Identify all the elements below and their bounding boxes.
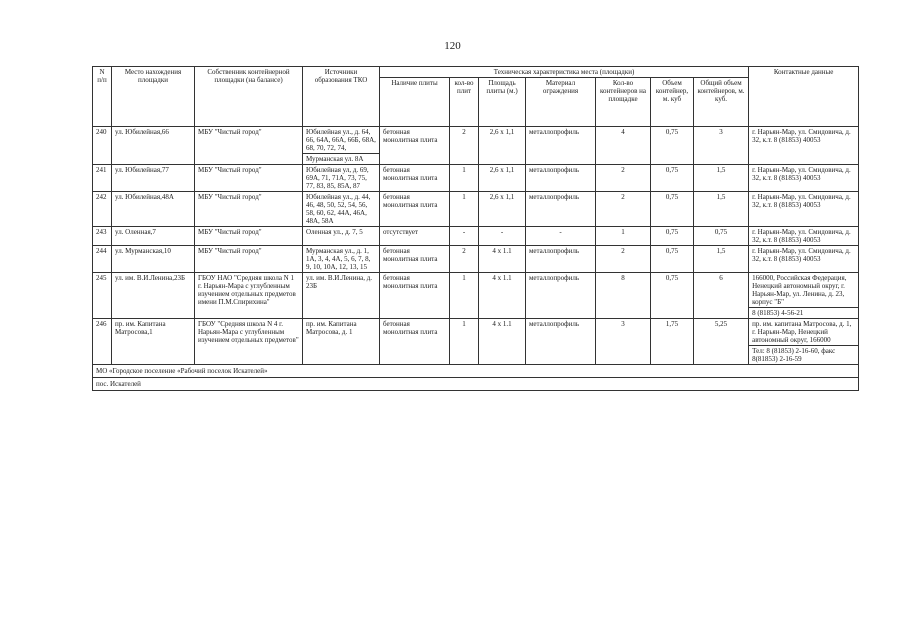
cell-slab-area: 2,6 х 1,1 (479, 192, 526, 227)
cell-total-volume: 1,5 (694, 192, 749, 227)
cell-cont-volume: 0,75 (651, 127, 694, 165)
cell-slab-count: - (450, 227, 479, 246)
cell-fence: металлопрофиль (526, 165, 596, 192)
cell-place: пр. им. Капитана Матросова,1 (112, 319, 195, 365)
cell-contacts: г. Нарьян-Мар, ул. Смидовича, д. 32, к.т. 8 (81853) 40053 (749, 192, 859, 227)
header-cont-volume: Объем контейнер, м. куб (651, 78, 694, 127)
cell-slab-area: 4 х 1.1 (479, 273, 526, 319)
cell-contacts: г. Нарьян-Мар, ул. Смидовича, д. 32, к.т. 8 (81853) 40053 (749, 246, 859, 273)
cell-cont-count: 2 (596, 246, 651, 273)
cell-cont-volume: 0,75 (651, 273, 694, 319)
cell-cont-volume: 0,75 (651, 192, 694, 227)
header-owner: Собственник контейнерной площадки (на балансе) (195, 67, 303, 127)
cell-cont-volume: 0,75 (651, 227, 694, 246)
section-settlement: пос. Искателей (93, 378, 859, 391)
table-row (93, 227, 859, 246)
cell-place: ул. Юбилейная,77 (112, 165, 195, 192)
header-num: N п/п (93, 67, 112, 127)
cell-slab: бетонная монолитная плита (380, 273, 450, 319)
cell-place: ул. Оленная,7 (112, 227, 195, 246)
container-sites-table (92, 66, 859, 391)
cell-num: 241 (93, 165, 112, 192)
cell-num: 242 (93, 192, 112, 227)
cell-place: ул. Юбилейная,66 (112, 127, 195, 165)
cell-slab-area: - (479, 227, 526, 246)
cell-owner: МБУ "Чистый город" (195, 165, 303, 192)
header-total-volume: Общий объем контейнеров, м. куб. (694, 78, 749, 127)
cell-cont-count: 1 (596, 227, 651, 246)
cell-fence: металлопрофиль (526, 273, 596, 319)
cell-place: ул. им. В.И.Ленина,23Б (112, 273, 195, 319)
header-cont-count: Кол-во контейнеров на площадке (596, 78, 651, 127)
header-sources: Источники образования ТКО (303, 67, 380, 127)
cell-slab-count: 1 (450, 319, 479, 365)
cell-owner: МБУ "Чистый город" (195, 227, 303, 246)
cell-place: ул. Мурманская,10 (112, 246, 195, 273)
cell-slab: бетонная монолитная плита (380, 319, 450, 365)
cell-sources: ул. им. В.И.Ленина, д. 23Б (303, 273, 380, 319)
cell-sources-extra: Мурманская ул. 8А (303, 154, 380, 165)
cell-cont-count: 8 (596, 273, 651, 319)
section-municipality: МО «Городское поселение «Рабочий поселок Искателей» (93, 365, 859, 378)
cell-owner: МБУ "Чистый город" (195, 127, 303, 165)
cell-sources: Оленная ул., д. 7, 5 (303, 227, 380, 246)
cell-contacts: пр. им. капитана Матросова, д. 1, г. Нарьян-Мар, Ненецкий автономный округ, 166000 (749, 319, 859, 346)
cell-contacts: 166000, Российская Федерация, Ненецкий автономный округ, г. Нарьян-Мар, ул. Ленина, д. 23, корпус "Б" (749, 273, 859, 308)
header-slab: Наличие плиты (380, 78, 450, 127)
cell-contacts-extra: 8 (81853) 4-56-21 (749, 308, 859, 319)
cell-fence: металлопрофиль (526, 319, 596, 365)
section-row (93, 365, 859, 378)
cell-cont-volume: 1,75 (651, 319, 694, 365)
page-number: 120 (444, 40, 461, 52)
cell-contacts: г. Нарьян-Мар, ул. Смидовича, д. 32, к.т. 8 (81853) 40053 (749, 127, 859, 165)
cell-slab-count: 1 (450, 165, 479, 192)
cell-slab-area: 4 х 1.1 (479, 246, 526, 273)
cell-total-volume: 1,5 (694, 246, 749, 273)
cell-slab-count: 1 (450, 192, 479, 227)
cell-slab-count: 1 (450, 273, 479, 319)
cell-slab-count: 2 (450, 246, 479, 273)
cell-cont-count: 2 (596, 165, 651, 192)
cell-num: 245 (93, 273, 112, 319)
cell-contacts: г. Нарьян-Мар, ул. Смидовича, д. 32, к.т. 8 (81853) 40053 (749, 165, 859, 192)
cell-cont-volume: 0,75 (651, 246, 694, 273)
cell-cont-count: 4 (596, 127, 651, 165)
cell-owner: МБУ "Чистый город" (195, 246, 303, 273)
header-slab-count: кол-во плит (450, 78, 479, 127)
cell-slab: бетонная монолитная плита (380, 127, 450, 165)
cell-slab-area: 2,6 х 1,1 (479, 165, 526, 192)
header-slab-area: Площадь плиты (м.) (479, 78, 526, 127)
cell-slab: бетонная монолитная плита (380, 192, 450, 227)
cell-contacts: г. Нарьян-Мар, ул. Смидовича, д. 32, к.т. 8 (81853) 40053 (749, 227, 859, 246)
table-row (93, 273, 859, 308)
cell-slab: бетонная монолитная плита (380, 246, 450, 273)
cell-cont-volume: 0,75 (651, 165, 694, 192)
cell-total-volume: 0,75 (694, 227, 749, 246)
cell-total-volume: 1,5 (694, 165, 749, 192)
cell-num: 246 (93, 319, 112, 365)
table-row (93, 127, 859, 154)
cell-fence: - (526, 227, 596, 246)
header-tech: Техническая характеристика места (площадки) (380, 67, 749, 78)
section-row (93, 378, 859, 391)
cell-slab-count: 2 (450, 127, 479, 165)
cell-fence: металлопрофиль (526, 127, 596, 165)
header-fence: Материал ограждения (526, 78, 596, 127)
cell-total-volume: 6 (694, 273, 749, 319)
cell-cont-count: 3 (596, 319, 651, 365)
table-row (93, 319, 859, 346)
cell-sources: Юбилейная ул., д. 44, 46, 48, 50, 52, 54, 56, 58, 60, 62, 44А, 46А, 48А, 58А (303, 192, 380, 227)
cell-contacts-extra: Тел: 8 (81853) 2-16-60, факс 8(81853) 2-16-59 (749, 346, 859, 365)
cell-slab: отсутствует (380, 227, 450, 246)
cell-cont-count: 2 (596, 192, 651, 227)
table-row (93, 192, 859, 227)
cell-num: 240 (93, 127, 112, 165)
header-row-1 (93, 67, 859, 78)
cell-total-volume: 5,25 (694, 319, 749, 365)
table-row (93, 246, 859, 273)
header-place: Место нахождения площадки (112, 67, 195, 127)
cell-owner: ГБОУ НАО "Средняя школа N 1 г. Нарьян-Мара с углубленным изучением отдельных предметов имени П.М.Спирихина" (195, 273, 303, 319)
cell-sources: Юбилейная ул., д. 64, 66, 64А, 66А, 66Б, 68А, 68, 70, 72, 74, (303, 127, 380, 154)
cell-sources: Мурманская ул., д. 1, 1А, 3, 4, 4А, 5, 6, 7, 8, 9, 10, 10А, 12, 13, 15 (303, 246, 380, 273)
cell-fence: металлопрофиль (526, 246, 596, 273)
cell-slab-area: 4 х 1.1 (479, 319, 526, 365)
cell-place: ул. Юбилейная,48А (112, 192, 195, 227)
cell-owner: МБУ "Чистый город" (195, 192, 303, 227)
cell-sources: пр. им. Капитана Матросова, д. 1 (303, 319, 380, 365)
cell-slab: бетонная монолитная плита (380, 165, 450, 192)
cell-num: 244 (93, 246, 112, 273)
cell-fence: металлопрофиль (526, 192, 596, 227)
cell-slab-area: 2,6 х 1,1 (479, 127, 526, 165)
header-contacts: Контактные данные (749, 67, 859, 127)
cell-owner: ГБОУ "Средняя школа N 4 г. Нарьян-Мара с углубленным изучением отдельных предметов" (195, 319, 303, 365)
cell-sources: Юбилейная ул, д. 69, 69А, 71, 71А, 73, 75, 77, 83, 85, 85А, 87 (303, 165, 380, 192)
table-row (93, 165, 859, 192)
cell-total-volume: 3 (694, 127, 749, 165)
cell-num: 243 (93, 227, 112, 246)
